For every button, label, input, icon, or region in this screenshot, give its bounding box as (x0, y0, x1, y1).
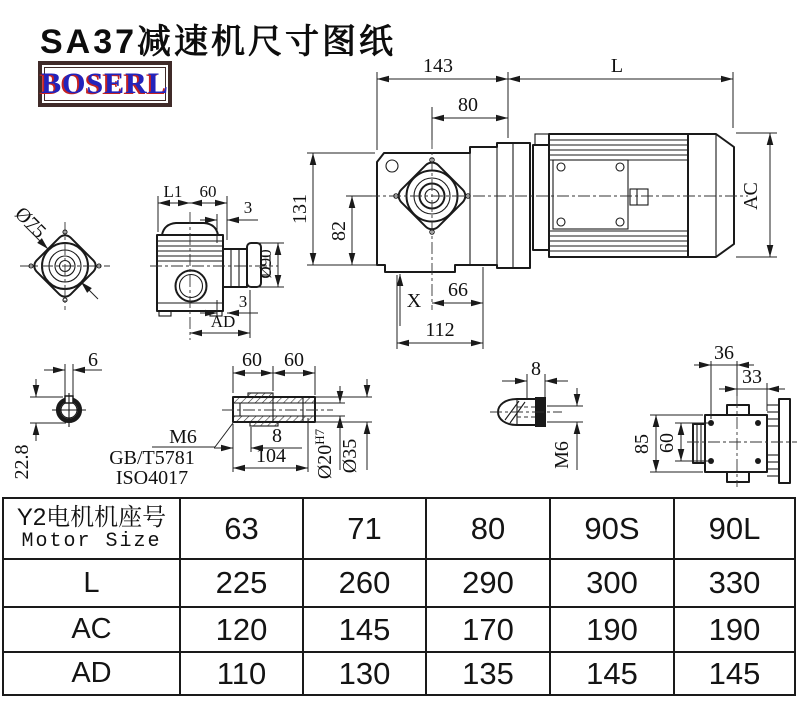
cell-L-71: 260 (303, 559, 426, 607)
table-row-AC (3, 607, 795, 652)
dim-AD: AD (210, 312, 236, 331)
cell-AC-71: 145 (303, 607, 426, 652)
dim-112: 112 (425, 319, 455, 341)
row-label-L: L (3, 559, 180, 607)
page-title: SA37减速机尺寸图纸 (40, 23, 397, 61)
dim-22-8: 22.8 (11, 444, 33, 480)
cell-AD-90S: 145 (550, 652, 674, 695)
cell-AC-63: 120 (180, 607, 303, 652)
dim-tip-M6: M6 (551, 441, 573, 469)
dim-60: 60 (199, 182, 217, 201)
dim-143: 143 (423, 55, 453, 77)
motor-size-header-cn: Y2电机机座号 (16, 503, 167, 531)
dim-66: 66 (448, 279, 468, 301)
rear-view (631, 342, 797, 487)
column-90L: 90L (674, 498, 795, 559)
logo-text: BOSERL (41, 67, 169, 100)
motor-fins (549, 140, 688, 251)
dim-X: X (406, 290, 422, 312)
motor-size-header-en: Motor Size (21, 530, 162, 554)
dim-O90: Ø90 (256, 249, 275, 279)
column-63: 63 (180, 498, 303, 559)
shaft-end-view (490, 358, 583, 470)
cell-AD-63: 110 (180, 652, 303, 695)
thread-label-M6: M6 (169, 426, 197, 448)
dim-AC: AC (740, 182, 762, 210)
dim-131: 131 (289, 194, 311, 224)
dim-36: 36 (714, 342, 734, 364)
dim-6: 6 (88, 349, 98, 371)
table-row-AD (3, 652, 795, 695)
dim-L1: L1 (163, 182, 183, 201)
cell-L-90L: 330 (674, 559, 795, 607)
dim-8: 8 (272, 425, 282, 447)
standard-iso: ISO4017 (115, 467, 189, 489)
dim-60b: 60 (284, 349, 304, 371)
dim-33: 33 (742, 366, 762, 388)
cell-AD-80: 135 (426, 652, 550, 695)
dim-tip-8: 8 (531, 358, 541, 380)
dim-O20H7: $Ø20^{H7}$ (312, 428, 336, 480)
dim-85: 85 (631, 434, 653, 454)
cell-AC-80: 170 (426, 607, 550, 652)
cell-L-80: 290 (426, 559, 550, 607)
cell-L-63: 225 (180, 559, 303, 607)
motor-size-header (3, 498, 180, 559)
hollow-shaft-view (109, 349, 372, 489)
cell-AD-90L: 145 (674, 652, 795, 695)
cell-AD-71: 130 (303, 652, 426, 695)
column-71: 71 (303, 498, 426, 559)
cell-AC-90S: 190 (550, 607, 674, 652)
key-section-view (11, 349, 102, 480)
dim-60-rear: 60 (656, 433, 678, 453)
row-label-AD: AD (3, 652, 180, 695)
dim-82: 82 (328, 221, 350, 241)
row-label-AC: AC (3, 607, 180, 652)
column-80: 80 (426, 498, 550, 559)
side-view (150, 182, 284, 340)
cell-AC-90L: 190 (674, 607, 795, 652)
standard-gb: GB/T5781 (109, 447, 195, 469)
dim-80: 80 (458, 94, 478, 116)
dim-3-top: 3 (243, 198, 253, 217)
dim-60a: 60 (242, 349, 262, 371)
table-header-row (3, 498, 795, 559)
dim-O75: Ø75 (10, 202, 51, 243)
dimension-table (2, 497, 796, 696)
dim-104: 104 (256, 445, 286, 467)
dim-3-bottom: 3 (238, 292, 248, 311)
column-90S: 90S (550, 498, 674, 559)
table-row-L (3, 559, 795, 607)
cell-L-90S: 300 (550, 559, 674, 607)
main-view (289, 55, 777, 349)
dim-O35: Ø35 (339, 438, 361, 474)
output-flange-view (10, 203, 110, 310)
dim-L: L (610, 55, 624, 77)
